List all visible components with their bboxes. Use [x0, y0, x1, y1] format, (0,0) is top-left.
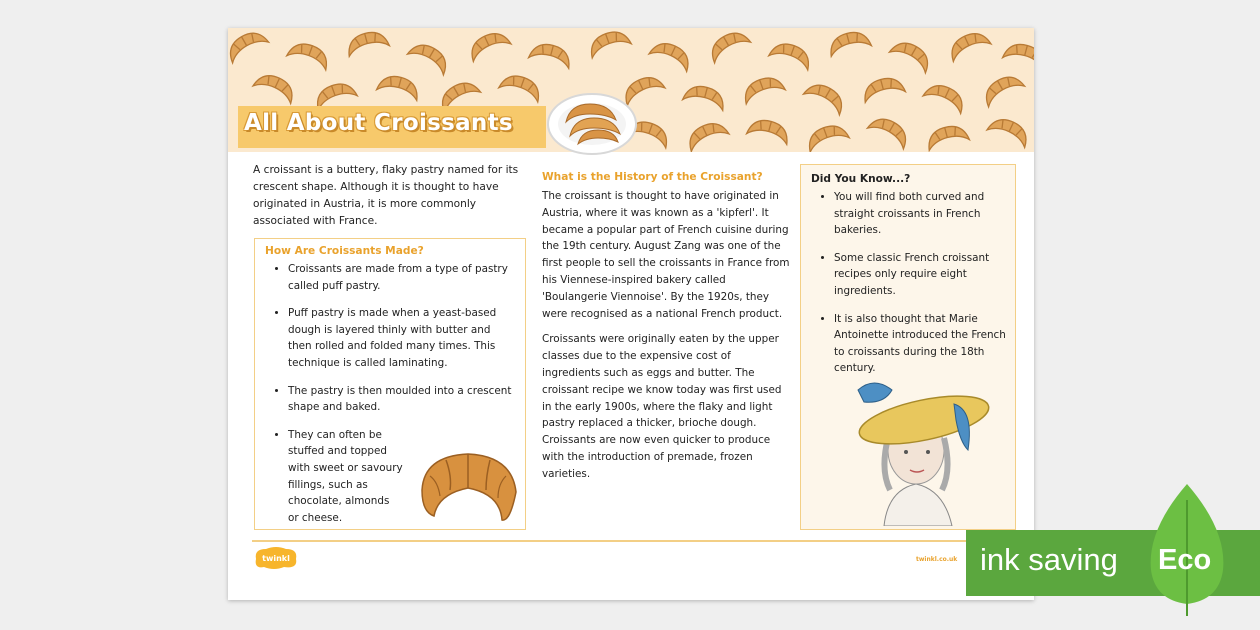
logo-text: twinkl [262, 554, 290, 563]
did-you-know-heading: Did You Know...? [811, 173, 911, 185]
worksheet-page [228, 28, 1034, 600]
list-item: • Some classic French croissant recipes only require eight ingredients. [834, 250, 1007, 300]
list-item: • They can often be stuffed and topped with sweet or savoury fillings, such as chocolate, almonds or cheese. [288, 427, 515, 527]
croissant-plate-image [544, 84, 640, 160]
history-paragraph-2: Croissants were originally eaten by the upper classes due to the expensive cost of ingredients such as eggs and butter. The croissant recipe we know today was first used in the early 1900s, where the flaky and light pastry replaced a thicker, brioche dough. Croissants are now even quicker to produce with the introduction of premade, frozen varieties. [542, 333, 782, 480]
page-title: All About Croissants [244, 110, 513, 136]
intro-paragraph: A croissant is a buttery, flaky pastry named for its crescent shape. Although it is thought to have originated in Austria, it is more commonly associated with France. [253, 164, 519, 227]
twinkl-logo [252, 545, 300, 571]
croissant-image [416, 446, 520, 526]
ink-saving-label: ink saving [980, 542, 1118, 577]
history-paragraph-1: The croissant is thought to have originated in Austria, where it was known as a 'kipferl'. It became a popular part of French cuisine during the 19th century. August Zang was one of the first people to sell the croissants in France from his Viennese-inspired bakery called 'Boulangerie Viennoise'. By the 1920s, they were recognised as a national French product. [542, 190, 790, 320]
list-item: • Puff pastry is made when a yeast-based dough is layered thinly with butter and then rolled and folded many times. This technique is called laminating. [288, 305, 515, 371]
list-item: • Croissants are made from a type of pastry called puff pastry. [288, 261, 515, 294]
list-item: • You will find both curved and straight croissants in French bakeries. [834, 189, 1007, 239]
footer-divider [252, 540, 1022, 542]
list-item: • It is also thought that Marie Antoinette introduced the French to croissants during the 18th century. [834, 311, 1007, 377]
footer-url: twinkl.co.uk [916, 556, 958, 563]
marie-antoinette-image [844, 380, 994, 526]
history-text [542, 188, 790, 492]
list-item: • The pastry is then moulded into a crescent shape and baked. [288, 383, 515, 416]
how-made-heading: How Are Croissants Made? [265, 245, 424, 257]
did-you-know-list [801, 189, 1015, 377]
eco-leaf-label: Eco [1158, 544, 1212, 576]
history-heading: What is the History of the Croissant? [542, 171, 763, 183]
